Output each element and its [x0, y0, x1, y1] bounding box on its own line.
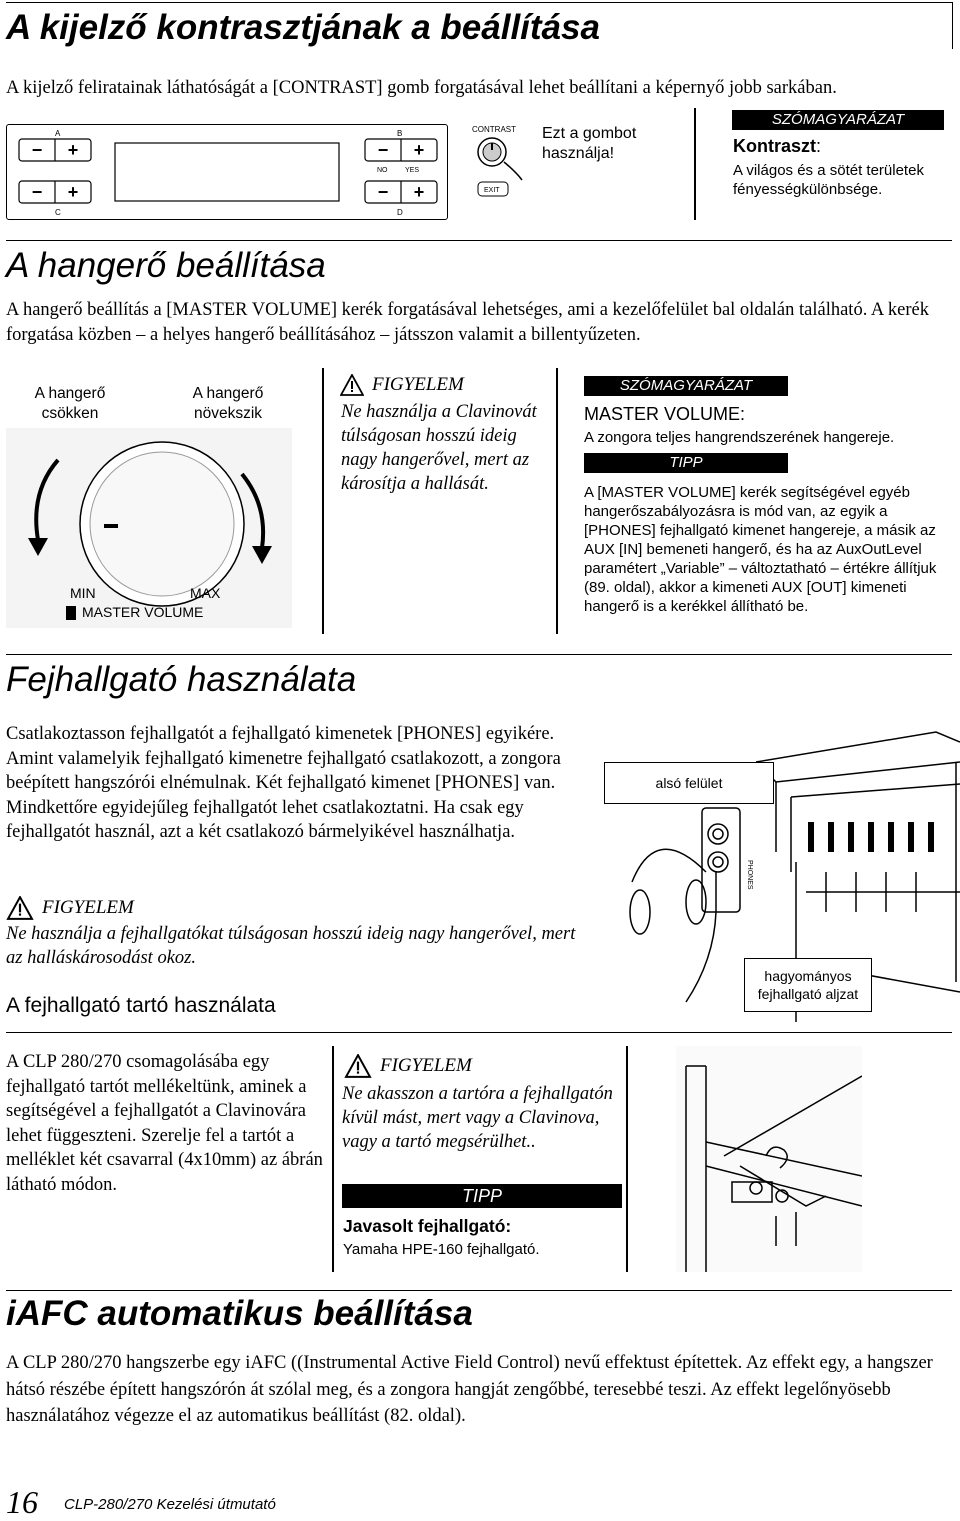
callout-headphone-jack: hagyományos fejhallgató aljzat — [744, 958, 872, 1012]
section-title-holder: A fejhallgató tartó használata — [6, 994, 276, 1017]
section-rule — [6, 654, 952, 655]
svg-text:−: − — [377, 140, 389, 160]
tip-bar: TIPP — [342, 1184, 622, 1208]
divider — [556, 368, 558, 634]
exit-label: EXIT — [484, 187, 500, 194]
panel-label-a: A — [55, 129, 61, 138]
tip-text: Yamaha HPE-160 fejhallgató. — [343, 1241, 540, 1258]
warning-heading: FIGYELEM — [344, 1054, 472, 1078]
svg-text:−: − — [31, 182, 43, 202]
warning-text: Ne használja a Clavinovát túlságosan hosszú ideig nagy hangerővel, mert az károsítja a hallását. — [341, 402, 537, 494]
label-volume-decrease: A hangerő csökken — [34, 385, 106, 422]
svg-text:−: − — [31, 140, 43, 160]
knob-max-label: MAX — [190, 585, 221, 601]
knob-callout: Ezt a gombot használja! — [542, 125, 637, 162]
section-title-contrast: A kijelző kontrasztjának a beállítása — [6, 8, 600, 47]
section-title-volume: A hangerő beállítása — [6, 246, 326, 285]
panel-label-d: D — [397, 208, 403, 217]
knob-name-label: MASTER VOLUME — [82, 604, 204, 620]
warning-icon — [6, 896, 34, 920]
master-volume-illustration — [6, 428, 292, 628]
divider — [322, 368, 324, 634]
phones-jack-label: PHONES — [746, 860, 753, 890]
glossary-text: A világos és a sötét területek fényességkülönbsége. — [733, 162, 924, 198]
panel-label-no: NO — [377, 167, 388, 174]
svg-text:+: + — [413, 182, 425, 202]
glossary-bar: SZÓMAGYARÁZAT — [584, 376, 788, 396]
label-volume-increase: A hangerő növekszik — [192, 385, 264, 422]
warning-text: Ne akasszon a tartóra a fejhallgatón kívül mást, mert vagy a Clavinova, vagy a tartó megsérülhet.. — [342, 1084, 613, 1152]
headphones-body: Csatlakoztasson fejhallgatót a fejhallgató kimenetek [PHONES] egyikére. Amint valamelyik fejhallgató kimenetre fejhallgató csatlakozott, a zongora beépített hangszórói elnémulnak. Két fejhallgató kimenet [PHONES] van. Mindkettőre egyidejűleg fejhallgatót lehet csatlakoztatni. Ha csak egy fejhallgatót használ, azt a két csatlakozó bármelyikével használhatja. — [6, 724, 561, 842]
iafc-body: A CLP 280/270 hangszerbe egy iAFC ((Instrumental Active Field Control) nevű effektust építettek. Az effekt egy, a hangszer hátsó részébe épített hangszórón át szólal meg, és a zongora hangját zengőbbé, teresebbé teszi. Az effekt legelőnyösebb használatához végezze el az automatikus beállítást (82. oldal). — [6, 1353, 933, 1426]
divider — [694, 108, 696, 220]
panel-label-yes: YES — [405, 167, 420, 174]
warning-icon — [344, 1054, 372, 1078]
section-rule — [6, 240, 952, 241]
svg-text:−: − — [377, 182, 389, 202]
warning-heading: FIGYELEM — [340, 374, 464, 396]
warning-text: Ne használja a fejhallgatókat túlságosan hosszú ideig nagy hangerővel, mert az halláskárosodást okoz. — [6, 924, 576, 968]
callout-bottom-surface: alsó felület — [604, 762, 774, 804]
divider — [626, 1046, 628, 1272]
panel-label-c: C — [55, 208, 61, 217]
divider — [332, 1046, 334, 1272]
tip-text: A [MASTER VOLUME] kerék segítségével egyéb hangerőszabályozásra is mód van, az egyik a [PHONES] fejhallgató kimenet hangereje, a másik az AUX [IN] bemeneti hangerő, és ha az AuxOutLevel paramétert „Variable” – változtatható – értékre állítjuk (89. oldal), akkor a kimeneti AUX [OUT] kimeneti hangerő is a kerékkel állítható be. — [584, 484, 937, 615]
control-panel-illustration — [6, 124, 448, 220]
svg-text:+: + — [67, 140, 79, 160]
knob-min-label: MIN — [70, 585, 96, 601]
glossary-term: Kontraszt: — [733, 136, 822, 156]
svg-text:+: + — [413, 140, 425, 160]
panel-label-b: B — [397, 129, 403, 138]
contrast-label: CONTRAST — [472, 125, 516, 134]
section-rule — [6, 1032, 952, 1033]
headphone-holder-illustration — [676, 1046, 862, 1272]
page-number: 16 — [6, 1484, 38, 1520]
section-title-headphones: Fejhallgató használata — [6, 660, 357, 699]
svg-text:+: + — [67, 182, 79, 202]
tip-term: Javasolt fejhallgató: — [343, 1216, 512, 1236]
warning-icon — [340, 374, 364, 396]
warning-heading: FIGYELEM — [6, 896, 134, 920]
glossary-bar: SZÓMAGYARÁZAT — [732, 110, 944, 130]
section-rule — [6, 1290, 952, 1291]
glossary-term: MASTER VOLUME: — [584, 404, 746, 424]
tip-bar: TIPP — [584, 453, 788, 473]
contrast-intro: A kijelző feliratainak láthatóságát a [CONTRAST] gomb forgatásával lehet beállítani a képernyő jobb sarkában. — [6, 78, 837, 98]
holder-body: A CLP 280/270 csomagolásába egy fejhallgató tartót mellékeltünk, aminek a segítségével a fejhallgatót a Clavinovára lehet függeszteni. Szerelje fel a tartót a melléklet két csavarral (4x10mm) az ábrán látható módon. — [6, 1052, 323, 1195]
volume-intro: A hangerő beállítás a [MASTER VOLUME] kerék forgatásával lehetséges, ami a kezelőfelület bal oldalán található. A kerék forgatása közben – a helyes hangerő beállításához – játsszon valamit a billentyűzeten. — [6, 300, 929, 345]
section-title-iafc: iAFC automatikus beállítása — [6, 1294, 473, 1333]
manual-title: CLP-280/270 Kezelési útmutató — [64, 1496, 276, 1513]
glossary-text: A zongora teljes hangrendszerének hangereje. — [584, 429, 895, 446]
